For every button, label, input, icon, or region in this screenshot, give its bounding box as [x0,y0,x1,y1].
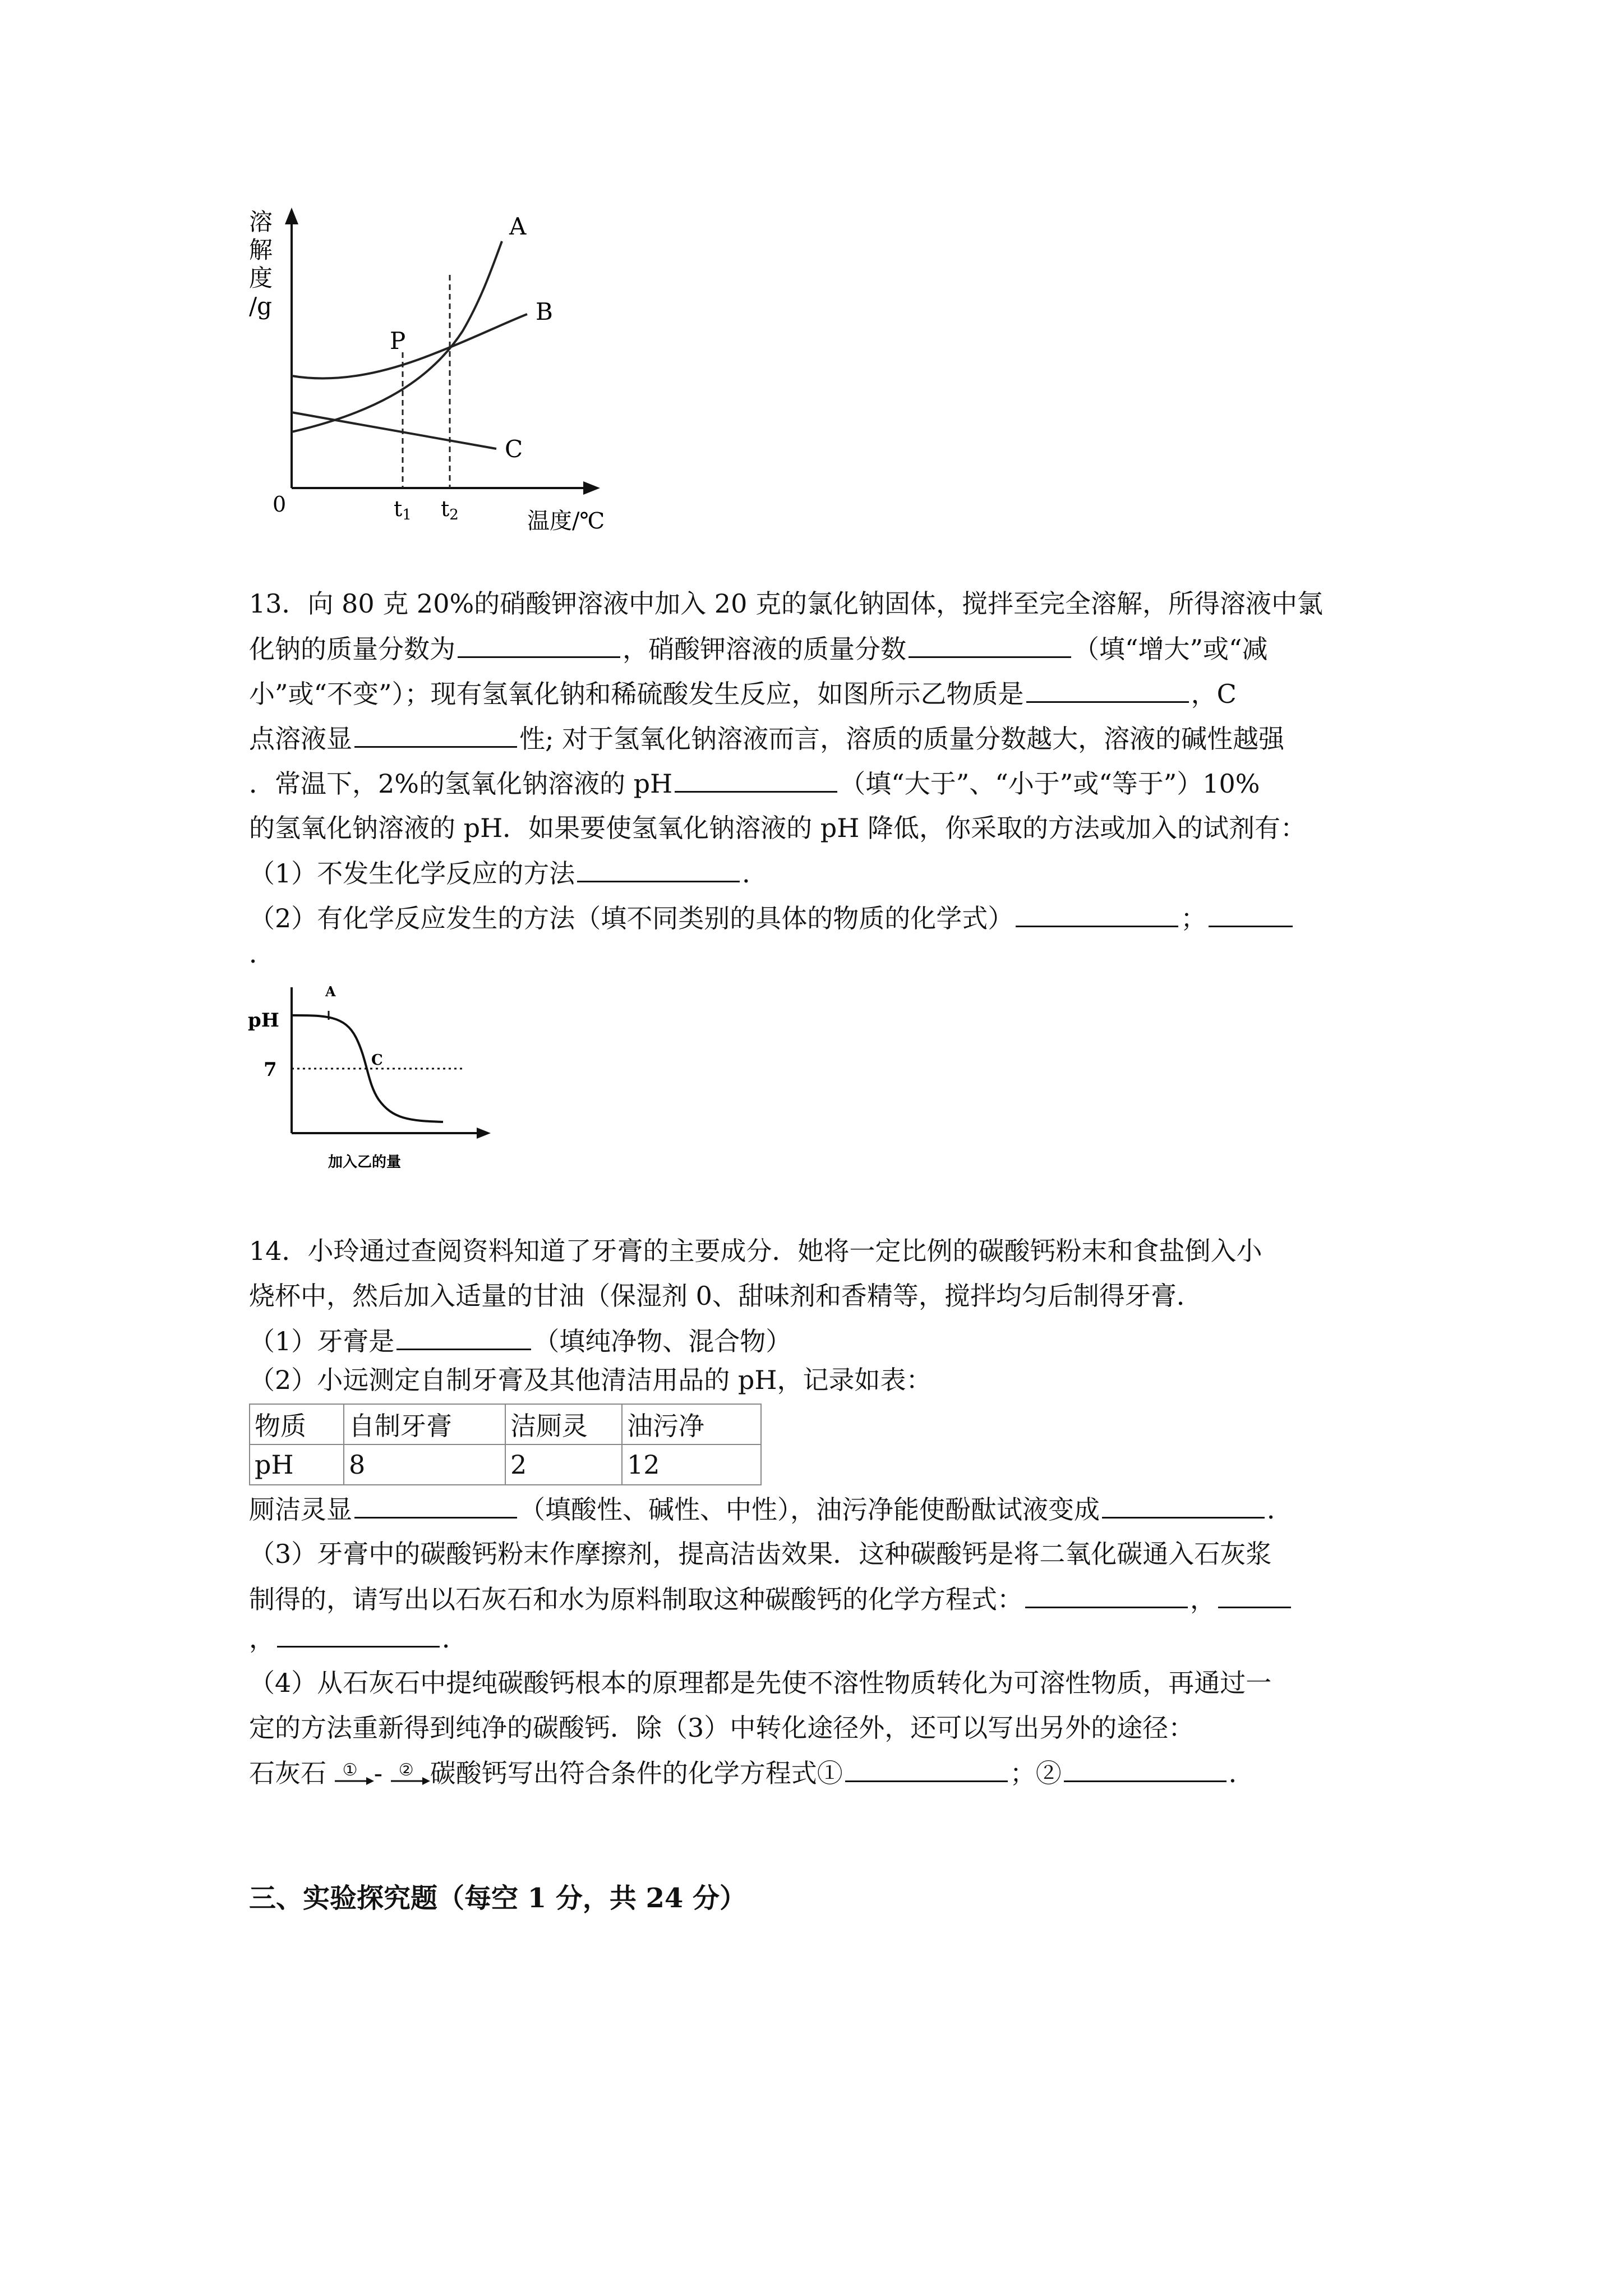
curve-c [292,412,496,449]
q13-text: （填“大于”、“小于”或“等于”）10% [840,769,1260,799]
q13-text: （1）不发生化学反应的方法 [249,858,575,889]
answer-blank[interactable] [1026,677,1189,703]
t1-label: t1 [394,496,412,523]
x-axis-arrow [583,481,600,495]
q14-text: ． [1267,1494,1293,1525]
origin-label: 0 [273,492,287,517]
table-cell: 物质 [250,1404,344,1444]
q13-text: 性; 对于氢氧化钠溶液而言，溶质的质量分数越大，溶液的碱性越强 [519,724,1285,754]
y-label-3: 度 [249,264,273,292]
ph-x-label: 加入乙的量 [328,1154,402,1171]
step-2-arrow [391,1761,430,1789]
q14-text: 石灰石 [249,1758,326,1788]
q13-text: ． [742,858,768,889]
q13-line-8 [249,901,1393,935]
table-cell: pH [250,1444,344,1485]
table-cell: 12 [622,1444,761,1485]
table-cell: 油污净 [622,1404,761,1444]
q14-text: ， [1190,1584,1216,1614]
step-1-label: ① [342,1760,358,1780]
q13-line-1: 13．向 80 克 20%的硝酸钾溶液中加入 20 克的氯化钠固体，搅拌至完全溶解，所得溶液中氯 [249,588,1323,619]
ph-x-axis-arrow [477,1128,491,1139]
q14-text: 碳酸钙写出符合条件的化学方程式① [430,1758,843,1788]
curve-a-label: A [509,213,527,240]
q14-line-10: 定的方法重新得到纯净的碳酸钙．除（3）中转化途径外，还可以写出另外的途径： [249,1713,1195,1743]
point-p-label: P [390,327,406,355]
q13-line-3 [249,677,1393,711]
curve-b-label: B [536,298,553,325]
answer-blank[interactable] [1016,901,1178,927]
answer-blank[interactable] [909,632,1071,658]
q13-line-9: ． [249,938,275,969]
table-cell: 洁厕灵 [505,1404,622,1444]
q14-line-2: 烧杯中，然后加入适量的甘油（保湿剂 0、甜味剂和香精等，搅拌均匀后制得牙膏． [249,1281,1202,1311]
ph-y-tick: 7 [264,1059,277,1081]
q13-line-6: 的氢氧化钠溶液的 pH．如果要使氢氧化钠溶液的 pH 降低，你采取的方法或加入的试剂有： [249,813,1306,843]
answer-blank[interactable] [1209,901,1293,927]
q14-line-9: （4）从石灰石中提纯碳酸钙根本的原理都是先使不溶性物质转化为可溶性物质，再通过一 [249,1668,1272,1698]
answer-blank[interactable] [354,1492,517,1519]
q13-text: 小”或“不变”）；现有氢氧化钠和稀硫酸发生反应，如图所示乙物质是 [249,679,1024,709]
point-a-label: A [325,983,336,1000]
q14-text: （填酸性、碱性、中性），油污净能使酚酞试液变成 [519,1494,1100,1525]
answer-blank[interactable] [458,632,620,658]
q13-line-2 [249,632,1393,666]
q13-text: 点溶液显 [249,724,352,754]
q13-line-4 [249,721,1393,756]
answer-blank[interactable] [1102,1492,1265,1519]
q13-text: ，硝酸钾溶液的质量分数 [623,634,906,664]
q14-line-8 [249,1621,1393,1655]
q13-text: ，C [1191,679,1237,709]
answer-blank[interactable] [1218,1582,1291,1608]
curve-b [292,314,527,378]
answer-blank[interactable] [1025,1582,1188,1608]
q13-text: ； [1181,903,1207,933]
y-label-2: 解 [249,236,273,264]
q14-line-7 [249,1582,1393,1616]
ph-chart [241,976,499,1189]
q13-text: （填“增大”或“减 [1073,634,1268,664]
q13-line-5 [249,766,1393,800]
answer-blank[interactable] [1064,1756,1227,1782]
q14-line-5 [249,1492,1393,1526]
q13-text: ．常温下，2%的氢氧化钠溶液的 pH [249,769,673,799]
table-header-row [250,1404,761,1444]
answer-blank[interactable] [845,1756,1008,1782]
y-label-4: /g [249,292,273,320]
q14-text: ． [1228,1758,1255,1788]
answer-blank[interactable] [577,856,740,882]
q13-text: （2）有化学反应发生的方法（填不同类别的具体的物质的化学式） [249,903,1014,933]
q14-line-11 [249,1756,1393,1790]
q14-text: ；② [1009,1758,1062,1788]
q14-text: （填纯净物、混合物） [533,1326,792,1356]
q14-text: - [374,1758,383,1788]
q14-line-1: 14．小玲通过查阅资料知道了牙膏的主要成分．她将一定比例的碳酸钙粉末和食盐倒入小 [249,1236,1262,1266]
t2-label: t2 [441,496,459,523]
step-1-arrow [335,1761,374,1789]
arrow-right-icon [335,1777,374,1785]
table-cell: 8 [344,1444,505,1485]
answer-blank[interactable] [277,1621,440,1648]
solubility-chart [241,202,645,544]
q14-line-3 [249,1324,1393,1358]
curve-c-label: C [505,435,523,463]
table-cell: 2 [505,1444,622,1485]
q14-line-6: （3）牙膏中的碳酸钙粉末作摩擦剂，提高洁齿效果．这种碳酸钙是将二氧化碳通入石灰浆 [249,1539,1272,1569]
answer-blank[interactable] [396,1324,531,1350]
q13-text: 化钠的质量分数为 [249,634,455,664]
step-2-label: ② [398,1760,414,1780]
q14-line-4: （2）小远测定自制牙膏及其他清洁用品的 pH，记录如表： [249,1365,932,1395]
q14-text: ． [442,1623,468,1654]
x-label: 温度/℃ [527,508,605,534]
ph-y-label: pH [248,1009,279,1032]
q14-text: （1）牙膏是 [249,1326,395,1356]
table-row [250,1444,761,1485]
point-c-label: C [371,1052,383,1069]
q14-text: 厕洁灵显 [249,1494,352,1525]
table-cell: 自制牙膏 [344,1404,505,1444]
q13-line-7 [249,856,1393,890]
y-axis-arrow [285,208,298,224]
section-heading: 三、实验探究题（每空 1 分，共 24 分） [249,1883,747,1914]
arrow-right-icon [391,1777,430,1785]
y-label-1: 溶 [249,208,273,236]
answer-blank[interactable] [354,721,517,748]
ph-table [249,1404,762,1485]
q14-text: ， [249,1623,275,1654]
q14-text: 制得的，请写出以石灰石和水为原料制取这种碳酸钙的化学方程式： [249,1584,1023,1614]
answer-blank[interactable] [675,766,837,793]
